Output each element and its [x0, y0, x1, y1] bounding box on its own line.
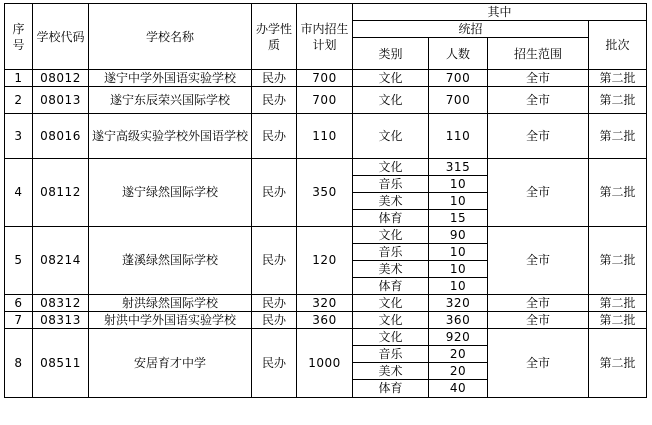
cell-code: 08511 [33, 329, 89, 398]
cell-category: 文化 [353, 329, 429, 346]
cell-count: 10 [429, 193, 488, 210]
cell-plan: 320 [297, 295, 353, 312]
cell-seq: 1 [5, 70, 33, 87]
cell-category: 美术 [353, 193, 429, 210]
cell-category: 体育 [353, 210, 429, 227]
cell-count: 320 [429, 295, 488, 312]
cell-scope: 全市 [488, 312, 589, 329]
cell-code: 08016 [33, 114, 89, 159]
table-row [5, 329, 647, 346]
header-seq: 序号 [5, 4, 33, 70]
table-row [5, 114, 647, 159]
cell-code: 08312 [33, 295, 89, 312]
cell-seq: 7 [5, 312, 33, 329]
table-row [5, 295, 647, 312]
cell-school-name: 射洪中学外国语实验学校 [89, 312, 252, 329]
cell-count: 10 [429, 244, 488, 261]
table-row [5, 87, 647, 114]
cell-count: 10 [429, 278, 488, 295]
header-among: 其中 [353, 4, 647, 21]
cell-school-name: 安居育才中学 [89, 329, 252, 398]
cell-nature: 民办 [252, 295, 297, 312]
cell-nature: 民办 [252, 87, 297, 114]
cell-category: 音乐 [353, 244, 429, 261]
cell-scope: 全市 [488, 70, 589, 87]
cell-category: 文化 [353, 114, 429, 159]
cell-count: 15 [429, 210, 488, 227]
header-batch: 批次 [589, 21, 647, 70]
cell-code: 08012 [33, 70, 89, 87]
cell-category: 美术 [353, 261, 429, 278]
table-row [5, 227, 647, 244]
cell-batch: 第二批 [589, 70, 647, 87]
enrollment-table-container [4, 3, 647, 398]
cell-seq: 2 [5, 87, 33, 114]
cell-nature: 民办 [252, 329, 297, 398]
cell-school-name: 遂宁东辰荣兴国际学校 [89, 87, 252, 114]
cell-category: 文化 [353, 87, 429, 114]
cell-code: 08013 [33, 87, 89, 114]
cell-seq: 8 [5, 329, 33, 398]
cell-plan: 120 [297, 227, 353, 295]
cell-count: 315 [429, 159, 488, 176]
header-count: 人数 [429, 38, 488, 70]
cell-count: 90 [429, 227, 488, 244]
cell-batch: 第二批 [589, 329, 647, 398]
cell-school-name: 遂宁中学外国语实验学校 [89, 70, 252, 87]
cell-scope: 全市 [488, 329, 589, 398]
cell-count: 700 [429, 87, 488, 114]
cell-batch: 第二批 [589, 114, 647, 159]
cell-category: 音乐 [353, 176, 429, 193]
cell-scope: 全市 [488, 227, 589, 295]
header-unified: 统招 [353, 21, 589, 38]
cell-category: 文化 [353, 159, 429, 176]
cell-plan: 350 [297, 159, 353, 227]
cell-nature: 民办 [252, 114, 297, 159]
cell-nature: 民办 [252, 159, 297, 227]
header-code: 学校代码 [33, 4, 89, 70]
cell-count: 10 [429, 176, 488, 193]
cell-plan: 700 [297, 70, 353, 87]
cell-batch: 第二批 [589, 159, 647, 227]
table-row [5, 312, 647, 329]
cell-count: 20 [429, 363, 488, 380]
cell-count: 920 [429, 329, 488, 346]
cell-plan: 700 [297, 87, 353, 114]
enrollment-table [4, 3, 647, 398]
cell-school-name: 蓬溪绿然国际学校 [89, 227, 252, 295]
cell-plan: 110 [297, 114, 353, 159]
cell-batch: 第二批 [589, 295, 647, 312]
cell-category: 体育 [353, 380, 429, 398]
cell-seq: 4 [5, 159, 33, 227]
header-nature: 办学性质 [252, 4, 297, 70]
cell-nature: 民办 [252, 312, 297, 329]
cell-batch: 第二批 [589, 227, 647, 295]
cell-seq: 3 [5, 114, 33, 159]
cell-nature: 民办 [252, 70, 297, 87]
cell-code: 08214 [33, 227, 89, 295]
cell-scope: 全市 [488, 295, 589, 312]
cell-code: 08112 [33, 159, 89, 227]
header-scope: 招生范围 [488, 38, 589, 70]
cell-count: 110 [429, 114, 488, 159]
cell-plan: 1000 [297, 329, 353, 398]
header-category: 类别 [353, 38, 429, 70]
cell-category: 体育 [353, 278, 429, 295]
cell-code: 08313 [33, 312, 89, 329]
cell-batch: 第二批 [589, 87, 647, 114]
cell-plan: 360 [297, 312, 353, 329]
cell-count: 700 [429, 70, 488, 87]
cell-category: 文化 [353, 227, 429, 244]
table-row [5, 70, 647, 87]
cell-category: 文化 [353, 312, 429, 329]
cell-school-name: 遂宁绿然国际学校 [89, 159, 252, 227]
cell-category: 文化 [353, 295, 429, 312]
cell-nature: 民办 [252, 227, 297, 295]
header-plan: 市内招生计划 [297, 4, 353, 70]
cell-category: 美术 [353, 363, 429, 380]
cell-school-name: 遂宁高级实验学校外国语学校 [89, 114, 252, 159]
cell-seq: 6 [5, 295, 33, 312]
cell-category: 音乐 [353, 346, 429, 363]
table-row [5, 159, 647, 176]
cell-scope: 全市 [488, 159, 589, 227]
cell-count: 40 [429, 380, 488, 398]
enrollment-table-body [5, 70, 647, 398]
cell-category: 文化 [353, 70, 429, 87]
cell-count: 20 [429, 346, 488, 363]
cell-count: 360 [429, 312, 488, 329]
cell-school-name: 射洪绿然国际学校 [89, 295, 252, 312]
cell-scope: 全市 [488, 114, 589, 159]
cell-batch: 第二批 [589, 312, 647, 329]
cell-seq: 5 [5, 227, 33, 295]
cell-count: 10 [429, 261, 488, 278]
header-name: 学校名称 [89, 4, 252, 70]
cell-scope: 全市 [488, 87, 589, 114]
